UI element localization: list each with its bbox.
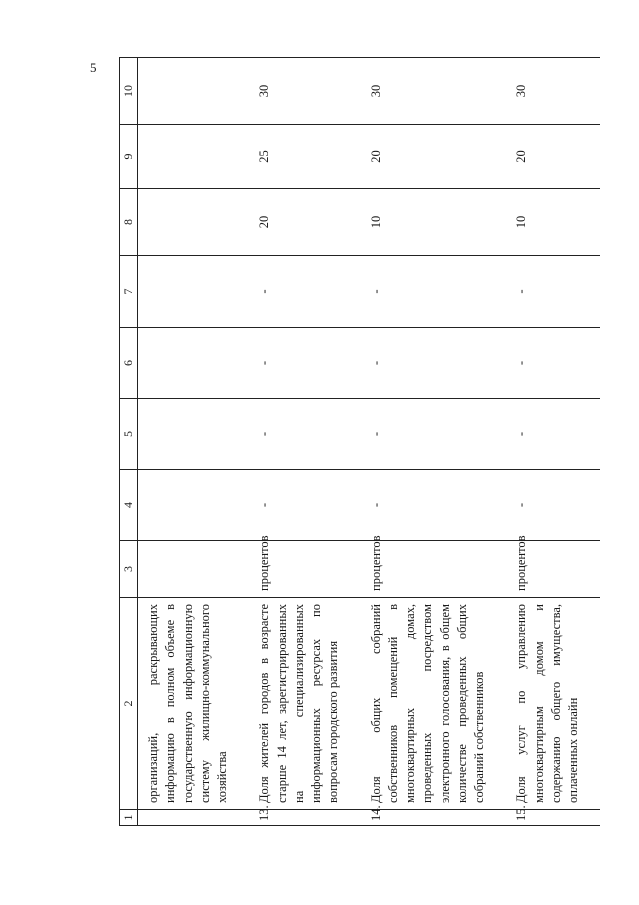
row-number: 14. — [361, 810, 507, 826]
table-row — [138, 58, 250, 826]
value-cell: 30 — [249, 58, 360, 125]
value-cell: 10 — [361, 189, 507, 256]
value-cell — [138, 328, 250, 399]
indicator-name — [506, 598, 600, 810]
header-col-3: 3 — [120, 541, 138, 598]
value-cell: 10 — [506, 189, 600, 256]
value-cell — [138, 189, 250, 256]
header-col-1: 1 — [120, 810, 138, 826]
unit-cell: процентов — [506, 541, 600, 598]
indicator-name-text: организаций, раскрывающих информацию в полном объеме в государственную информационную систему жилищно-коммунального хозяйства — [146, 604, 229, 803]
value-cell: 20 — [506, 125, 600, 189]
value-cell: - — [361, 328, 507, 399]
unit-cell: процентов — [249, 541, 360, 598]
value-cell: 20 — [361, 125, 507, 189]
value-cell: - — [361, 256, 507, 328]
table-row — [361, 58, 507, 826]
value-cell: - — [506, 399, 600, 470]
header-col-8: 8 — [120, 189, 138, 256]
indicator-name-text: Доля жителей городов в возрасте старше 14 лет, зарегистрированных на специализированных информационных ресурсах по вопросам городского развития — [257, 604, 341, 803]
value-cell: - — [249, 399, 360, 470]
indicator-name — [361, 598, 507, 810]
value-cell: 30 — [361, 58, 507, 125]
table-row — [249, 58, 360, 826]
value-cell: - — [506, 470, 600, 541]
value-cell: - — [249, 328, 360, 399]
value-cell: 30 — [506, 58, 600, 125]
value-cell: - — [249, 470, 360, 541]
indicator-name-text: Доля услуг по управлению многоквартирным домом и содержанию общего имущества, оплаченных онлайн — [514, 604, 580, 803]
value-cell: - — [506, 328, 600, 399]
header-col-4: 4 — [120, 470, 138, 541]
indicator-name-text: Доля общих собраний собственников помещений в многоквартирных домах, проведенных посредством электронного голосования, в общем количестве проведенных общих собраний собственников — [368, 604, 486, 803]
row-number: 15. — [506, 810, 600, 826]
indicator-name — [249, 598, 360, 810]
header-col-6: 6 — [120, 328, 138, 399]
rotated-table-container — [119, 58, 580, 826]
value-cell — [138, 256, 250, 328]
row-number — [138, 810, 250, 826]
indicator-name — [138, 598, 250, 810]
header-col-7: 7 — [120, 256, 138, 328]
header-col-10: 10 — [120, 58, 138, 125]
value-cell: - — [361, 399, 507, 470]
page-number: 5 — [90, 60, 97, 75]
row-number: 13. — [249, 810, 360, 826]
value-cell: - — [361, 470, 507, 541]
value-cell — [138, 399, 250, 470]
value-cell: 25 — [249, 125, 360, 189]
value-cell — [138, 125, 250, 189]
header-col-2: 2 — [120, 598, 138, 810]
header-row — [120, 58, 138, 826]
header-col-9: 9 — [120, 125, 138, 189]
unit-cell: процентов — [361, 541, 507, 598]
header-col-5: 5 — [120, 399, 138, 470]
indicators-table — [119, 57, 600, 826]
value-cell — [138, 58, 250, 125]
value-cell: 20 — [249, 189, 360, 256]
unit-cell — [138, 541, 250, 598]
value-cell: - — [249, 256, 360, 328]
table-row — [506, 58, 600, 826]
value-cell: - — [506, 256, 600, 328]
value-cell — [138, 470, 250, 541]
